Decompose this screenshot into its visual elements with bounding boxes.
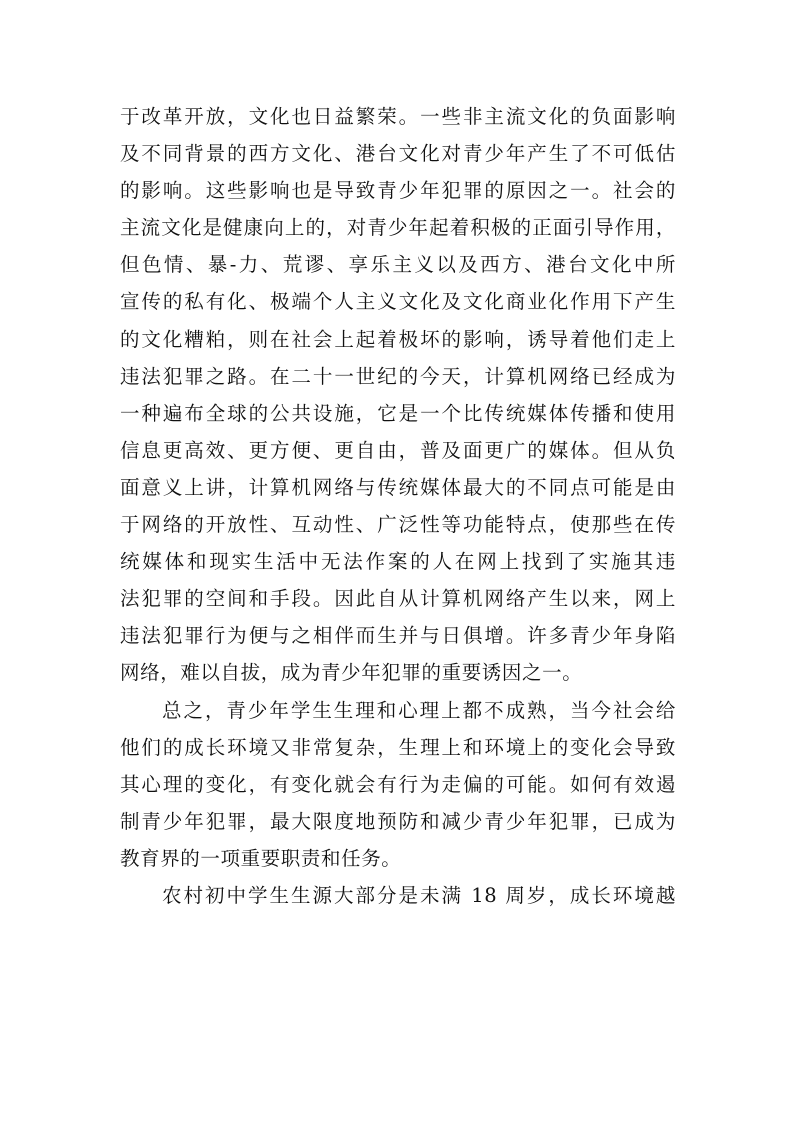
text-line: 的影响。这些影响也是导致青少年犯罪的原因之一。社会的 [120,179,676,203]
text-line: 的文化糟粕，则在社会上起着极坏的影响，诱导着他们走上 [120,327,676,351]
text-line: 信息更高效、更方便、更自由，普及面更广的媒体。但从负 [120,438,676,462]
text-line: 统媒体和现实生活中无法作案的人在网上找到了实施其违 [120,550,676,574]
paragraph-end-line: 教育界的一项重要职责和任务。 [120,846,402,870]
text-line: 面意义上讲，计算机网络与传统媒体最大的不同点可能是由 [120,475,676,499]
text-line: 法犯罪的空间和手段。因此自从计算机网络产生以来，网上 [120,587,676,611]
text-line: 于网络的开放性、互动性、广泛性等功能特点，使那些在传 [120,513,676,537]
body-text [120,98,676,914]
text-line: 其心理的变化，有变化就会有行为走偏的可能。如何有效遏 [120,772,676,796]
paragraph-end-line: 网络，难以自拔，成为青少年犯罪的重要诱因之一。 [120,661,583,685]
text-line: 及不同背景的西方文化、港台文化对青少年产生了不可低估 [120,142,676,166]
paragraph-start-line: 总之，青少年学生生理和心理上都不成熟，当今社会给 [162,698,676,722]
text-line: 一种遍布全球的公共设施，它是一个比传统媒体传播和使用 [120,401,676,425]
text-line: 主流文化是健康向上的，对青少年起着积极的正面引导作用， [120,216,676,240]
text-line: 违法犯罪之路。在二十一世纪的今天，计算机网络已经成为 [120,364,676,388]
text-line: 制青少年犯罪，最大限度地预防和减少青少年犯罪，已成为 [120,809,676,833]
text-line: 于改革开放，文化也日益繁荣。一些非主流文化的负面影响 [120,105,676,128]
text-line: 他们的成长环境又非常复杂，生理上和环境上的变化会导致 [120,735,676,759]
text-line: 宣传的私有化、极端个人主义文化及文化商业化作用下产生 [120,290,676,314]
paragraph-start-line: 农村初中学生生源大部分是未满 18 周岁，成长环境越 [162,883,676,907]
text-line: 但色情、暴-力、荒谬、享乐主义以及西方、港台文化中所 [120,253,676,277]
text-line: 违法犯罪行为便与之相伴而生并与日俱增。许多青少年身陷 [120,624,676,648]
